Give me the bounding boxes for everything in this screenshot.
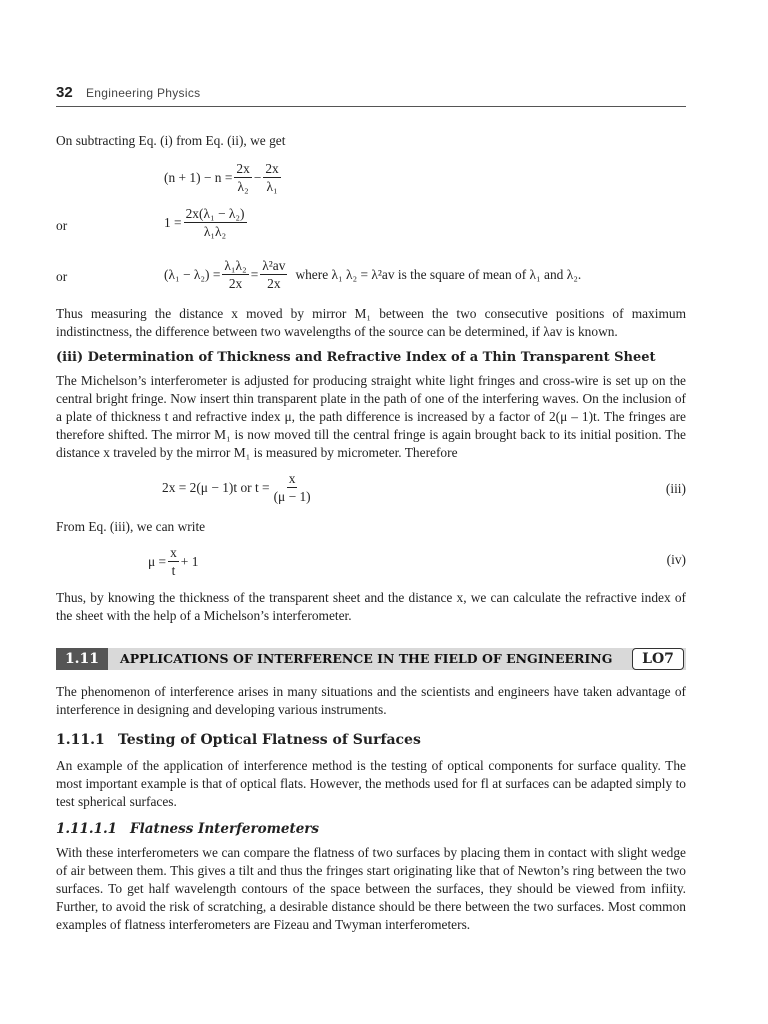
equation-2 bbox=[164, 205, 249, 240]
subheading-iii: (iii) Determination of Thickness and Refractive Index of a Thin Transparent Sheet bbox=[56, 350, 656, 365]
from-eq-line: From Eq. (iii), we can write bbox=[56, 519, 206, 534]
eq-iv-fraction bbox=[168, 544, 179, 579]
eq2-den: λ₁λ₂ bbox=[203, 224, 227, 239]
eq1-f2-num: 2x bbox=[265, 161, 279, 176]
eq3-lhs: (λ₁ − λ₂) = bbox=[164, 266, 221, 282]
equation-3 bbox=[164, 257, 581, 292]
eq1-lhs: (n + 1) − n = bbox=[164, 169, 233, 185]
eq2-num: 2x(λ₁ − λ₂) bbox=[185, 206, 245, 221]
or-label-2: or bbox=[56, 269, 68, 284]
section-title: APPLICATIONS OF INTERFERENCE IN THE FIELD OF ENGINEERING bbox=[120, 651, 613, 666]
eq-iii-lhs: 2x = 2(μ − 1)t or t = bbox=[162, 479, 270, 495]
eq3-f2-num: λ²av bbox=[262, 258, 286, 273]
subsubsection-heading-1-11-1-1 bbox=[56, 821, 319, 837]
paragraph-michelson: The Michelson’s interferometer is adjusted for producing straight white light fringes and cross-wire is set up on the central bright fringe. Now insert thin transparent plate in the path of one of the interfering waves. On the inclusion of a plate of thickness t and refractive index μ, the path difference is increased by a factor of 2(μ – 1)t. The fringes are therefore shifted. The mirror M₁ is now moved till the central fringe is again brought back to its initial position. The distance x traveled by the mirror M₁ is measured by micrometer. Therefore bbox=[56, 373, 686, 460]
subsection-number: 1.11.1 bbox=[56, 732, 105, 748]
section-number: 1.11 bbox=[56, 648, 108, 670]
subsubsection-title: Flatness Interferometers bbox=[130, 821, 319, 837]
intro-line: On subtracting Eq. (i) from Eq. (ii), we get bbox=[56, 133, 286, 148]
eq-iv-den: t bbox=[171, 563, 176, 578]
paragraph-flatness: With these interferometers we can compare the flatness of two surfaces by placing them in contact with slight wedge of air between them. This gives a tilt and thus the fringes start originating like that of Newton’s ring between the two surfaces. To get half wavelength contours of the space between the surfaces, they should be viewed from infiity. Further, to avoid the risk of scratching, a desirable distance should be there between the two surfaces. Most common examples of flatness interferometers are Fizeau and Twyman interferometers. bbox=[56, 845, 686, 932]
eq-iv-num: x bbox=[170, 545, 177, 560]
page-number: 32 bbox=[56, 84, 73, 101]
book-page bbox=[56, 0, 686, 1024]
eq-tag-iii: (iii) bbox=[665, 481, 686, 496]
eq3-f1-num: λ₁λ₂ bbox=[224, 258, 247, 273]
eq1-minus: − bbox=[253, 169, 262, 185]
eq1-fraction-2 bbox=[263, 160, 280, 195]
eq2-fraction bbox=[184, 205, 247, 240]
equation-iii bbox=[162, 470, 315, 505]
eq-iv-lhs: μ = bbox=[148, 553, 167, 569]
eq3-f2-den: 2x bbox=[267, 276, 281, 291]
or-label-1: or bbox=[56, 218, 68, 233]
paragraph-thus: Thus, by knowing the thickness of the transparent sheet and the distance x, we can calculate the refractive index of the sheet with the help of a Michelson’s interferometer. bbox=[56, 590, 686, 623]
subsubsection-number: 1.11.1.1 bbox=[56, 821, 118, 837]
running-head bbox=[56, 84, 686, 107]
book-title: Engineering Physics bbox=[86, 86, 201, 100]
equation-iv bbox=[148, 544, 198, 579]
paragraph-measure: Thus measuring the distance x moved by mirror M₁ between the two consecutive positions of maximum indistinctness, the difference between two wavelengths of the source can be determined, if λav is known. bbox=[56, 306, 686, 339]
eq3-fraction-1 bbox=[222, 257, 248, 292]
paragraph-testing: An example of the application of interference method is the testing of optical components for surface quality. The most important example is that of optical flats. However, the methods used for fl at surfaces can be adapted simply to test spherical surfaces. bbox=[56, 758, 686, 809]
eq3-f1-den: 2x bbox=[228, 276, 243, 291]
equation-1 bbox=[164, 160, 283, 195]
eq2-lhs: 1 = bbox=[164, 214, 182, 230]
eq-iv-rhs: + 1 bbox=[180, 553, 199, 569]
eq3-note: where λ₁ λ₂ = λ²av is the square of mean of λ₁ and λ₂. bbox=[295, 266, 582, 282]
subsection-title: Testing of Optical Flatness of Surfaces bbox=[118, 732, 421, 748]
eq3-fraction-2 bbox=[260, 257, 287, 292]
eq1-fraction-1 bbox=[234, 160, 251, 195]
eq1-f1-num: 2x bbox=[236, 161, 250, 176]
eq3-equals: = bbox=[250, 266, 259, 282]
eq1-f2-den: λ₁ bbox=[266, 179, 278, 194]
eq-tag-iv: (iv) bbox=[666, 552, 686, 567]
eq-iii-den: (μ − 1) bbox=[273, 489, 311, 504]
eq-iii-fraction bbox=[272, 470, 313, 505]
section-heading-bar bbox=[56, 648, 686, 670]
eq1-f1-den: λ₂ bbox=[237, 179, 249, 194]
paragraph-phenomenon: The phenomenon of interference arises in many situations and the scientists and engineers have taken advantage of interference in designing and developing various instruments. bbox=[56, 684, 686, 717]
subsection-heading-1-11-1 bbox=[56, 732, 421, 748]
eq-iii-num: x bbox=[288, 471, 296, 486]
learning-objective-badge: LO7 bbox=[632, 648, 684, 670]
